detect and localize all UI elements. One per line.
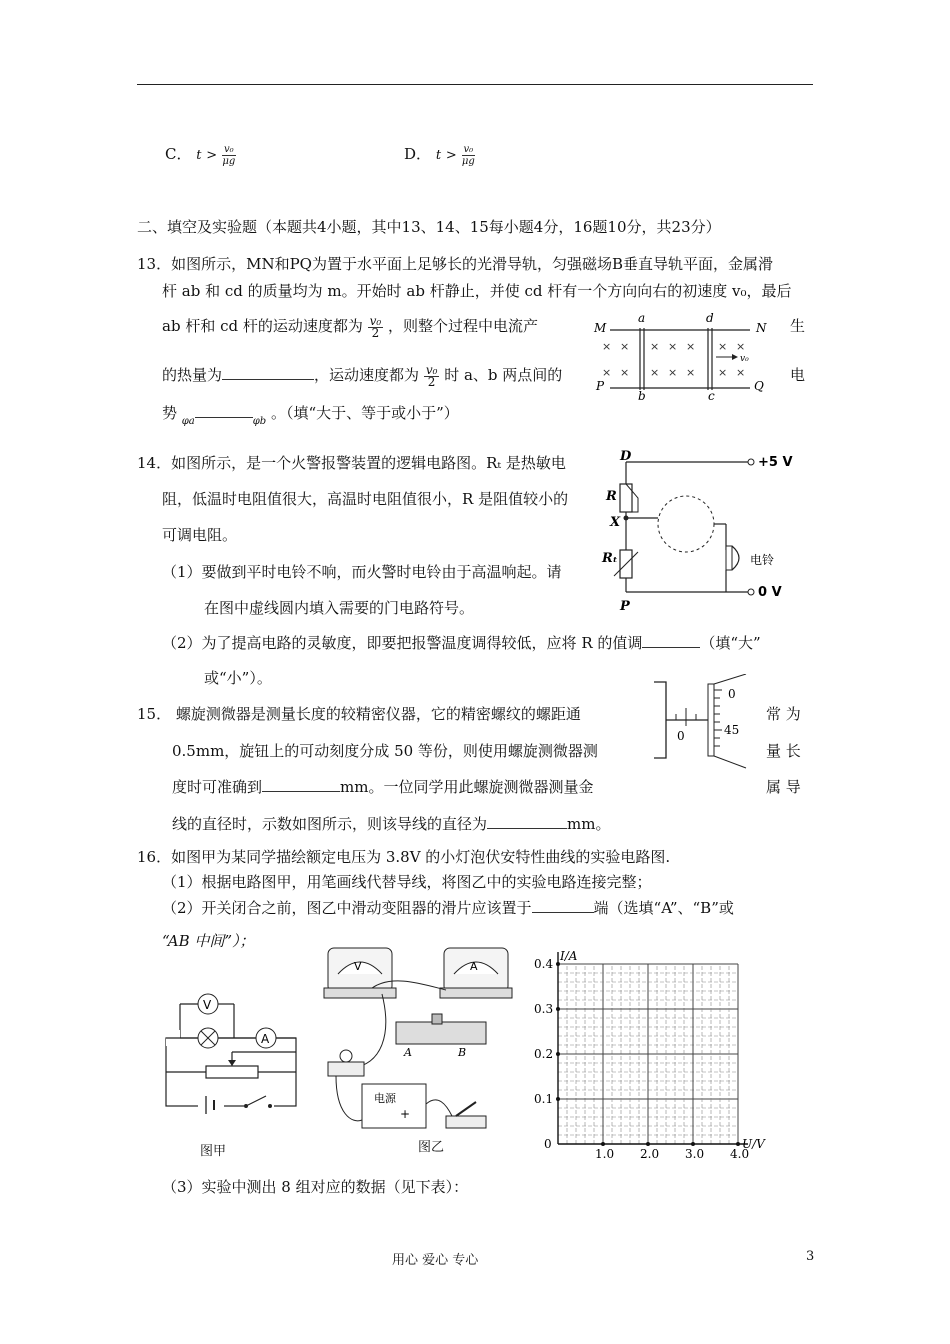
svg-text:B: B [458,1046,467,1059]
q15-line2-r: 量 长 [766,742,801,760]
rheostat-icon [206,1066,258,1078]
svg-text:A: A [404,1046,412,1059]
option-c: C． t > $\frac{\text{v₀}}{\mu g}$ [165,143,236,167]
svg-text:×: × [602,340,612,353]
q15-line1: 15． 螺旋测微器是测量长度的较精密仪器，它的精密螺纹的螺距通 [137,705,581,723]
svg-text:×: × [718,340,728,353]
label-P2: P [620,599,630,614]
svg-text:×: × [620,340,630,353]
svg-text:电源: 电源 [374,1092,396,1105]
q16-blank-slider[interactable] [532,912,594,913]
label-Q: Q [754,379,764,393]
q15-blank-diameter[interactable] [487,828,567,829]
footer-motto: 用心 爱心 专心 [392,1253,479,1268]
main-scale-0: 0 [677,729,685,743]
x-tick-label: 2.0 [640,1147,660,1158]
svg-text:V: V [203,998,212,1012]
q13-line5: 势 $_{\varphi a}$ $_{\varphi b}$ 。（填“大于、等于或小于”） [162,404,459,427]
q13-line3-end: 生 [790,317,806,335]
q14-sub2: （2）为了提高电路的灵敏度，即要把报警温度调得较低，应将 R 的值调 （填“大” [162,634,761,652]
q15-line3-r: 属 导 [766,778,801,796]
svg-text:×: × [602,366,612,379]
switch-device [446,1116,486,1128]
chart-grid [558,964,738,1144]
y-tick-label: 0.2 [534,1047,554,1061]
q14-line2: 阻，低温时电阻值很大，高温时电阻值很小，R 是阻值较小的 [162,490,569,508]
q14-sub2c: 或“小”）。 [204,669,272,687]
y-tick-label: 0.4 [534,957,554,971]
q13-blank-potential[interactable] [195,417,253,418]
v0-label: v₀ [740,354,749,364]
x-tick-dot [736,1142,740,1146]
label-N: N [756,321,767,335]
q15-line2: 0.5mm，旋钮上的可动刻度分成 50 等份，则使用螺旋测微器测 [172,742,598,760]
svg-text:V: V [354,960,362,973]
power-supply [362,1084,426,1128]
q15-line4: 线的直径时，示数如图所示，则该导线的直径为 mm。 [172,815,611,833]
q14-line3: 可调电阻。 [162,526,238,544]
q13-line4-end: 电 [790,366,806,384]
x-tick-dot [691,1142,695,1146]
label-5v: +5 V [758,455,793,470]
label-bell: 电铃 [750,553,775,567]
chart-axes [558,952,748,1144]
y-tick-label: 0.3 [534,1002,554,1016]
slide-rheostat [396,1022,486,1044]
field-crosses [602,340,745,379]
q13-blank-heat[interactable] [222,379,314,380]
svg-text:A: A [261,1032,270,1046]
x-tick-dot [646,1142,650,1146]
label-X: X [610,515,621,530]
micrometer-figure [650,674,770,774]
fig-yi-caption: 图乙 [418,1140,445,1155]
label-P: P [596,379,605,393]
q13-rails-figure [590,310,770,400]
option-d: D． t > $\frac{\text{v₀}}{\mu g}$ [404,143,475,167]
q15-line1-r: 常 为 [766,705,801,723]
x-tick-label: 3.0 [685,1147,705,1158]
iu-grid-chart [530,948,770,1158]
q13-line4: 的热量为 ，运动速度都为 $\frac{\text{v₀}}{2}$ 时 a、b 两点间的 [162,362,563,389]
svg-text:×: × [620,366,630,379]
q16-sub3: （3）实验中测出 8 组对应的数据（见下表）： [162,1178,469,1196]
label-c: c [708,389,715,400]
q16-sub2c: “AB 中间”）； [162,932,255,950]
gate-dashed-circle [658,496,714,552]
svg-text:×: × [718,366,728,379]
bell-icon [726,546,732,570]
q14-sub1b: 在图中虚线圆内填入需要的门电路符号。 [204,599,475,617]
x-tick-dot [601,1142,605,1146]
label-D: D [620,449,632,464]
svg-text:A: A [470,960,478,973]
section-heading: 二、填空及实验题（本题共4小题，其中13、14、15每小题4分，16题10分，共23分） [137,218,721,236]
q14-alarm-circuit [598,446,798,616]
fig-jia-caption: 图甲 [200,1144,227,1159]
circuit-diagram-jia [158,990,308,1120]
svg-text:×: × [650,366,660,379]
header-rule [137,84,813,85]
svg-text:×: × [650,340,660,353]
thimble-0: 0 [728,687,736,701]
x-tick-label: 4.0 [730,1147,750,1158]
label-d: d [706,311,714,325]
y-tick-dot [556,962,560,966]
q13-line1: 13．如图所示，MN和PQ为置于水平面上足够长的光滑导轨，匀强磁场B垂直导轨平面，金属滑 [137,255,773,273]
svg-text:×: × [736,366,746,379]
x-axis-label: U/V [742,1137,765,1151]
q14-blank-r[interactable] [642,647,700,648]
y-tick-dot [556,1052,560,1056]
q13-line3: ab 杆和 cd 杆的运动速度都为 $\frac{\text{v₀}}{2}$ ，则整个过程中电流产 [162,313,539,340]
label-a: a [638,311,646,325]
svg-text:×: × [686,340,696,353]
y-tick-dot [556,1007,560,1011]
svg-text:×: × [736,340,746,353]
q16-sub1: （1）根据电路图甲，用笔画线代替导线，将图乙中的实验电路连接完整； [162,873,652,891]
q14-line1: 14．如图所示，是一个火警报警装置的逻辑电路图。Rₜ 是热敏电 [137,454,566,472]
lamp-holder [328,1062,364,1076]
q14-sub1a: （1）要做到平时电铃不响，而火警时电铃由于高温响起。请 [162,563,562,581]
q15-blank-precision[interactable] [262,791,340,792]
svg-text:×: × [668,366,678,379]
thimble-45: 45 [724,723,740,737]
svg-text:×: × [686,366,696,379]
option-d-fraction: $\frac{\text{v₀}}{\mu g}$ [461,143,475,167]
q16-line1: 16．如图甲为某同学描绘额定电压为 3.8V 的小灯泡伏安特性曲线的实验电路图. [137,848,671,866]
q15-line3: 度时可准确到 mm。一位同学用此螺旋测微器测量金 [172,778,594,796]
label-0v: 0 V [758,585,782,600]
q13-line2: 杆 ab 和 cd 的质量均为 m。开始时 ab 杆静止，并使 cd 杆有一个方向向右的初速度 v₀，最后 [162,282,792,300]
q16-sub2: （2）开关闭合之前，图乙中滑动变阻器的滑片应该置于 端（选填“A”、“B”或 [162,899,734,917]
origin-label: 0 [544,1137,552,1151]
svg-text:×: × [668,340,678,353]
option-c-fraction: $\frac{\text{v₀}}{\mu g}$ [222,143,236,167]
svg-text:+: + [400,1107,411,1121]
page-number: 3 [806,1249,815,1264]
y-axis-label: I/A [560,949,578,963]
label-Rt: Rₜ [602,551,618,566]
label-M: M [594,321,607,335]
y-tick-label: 0.1 [534,1092,554,1106]
x-tick-label: 1.0 [595,1147,615,1158]
y-tick-dot [556,1097,560,1101]
label-b: b [638,389,646,400]
label-R: R [606,489,617,504]
apparatus-yi [322,944,514,1140]
